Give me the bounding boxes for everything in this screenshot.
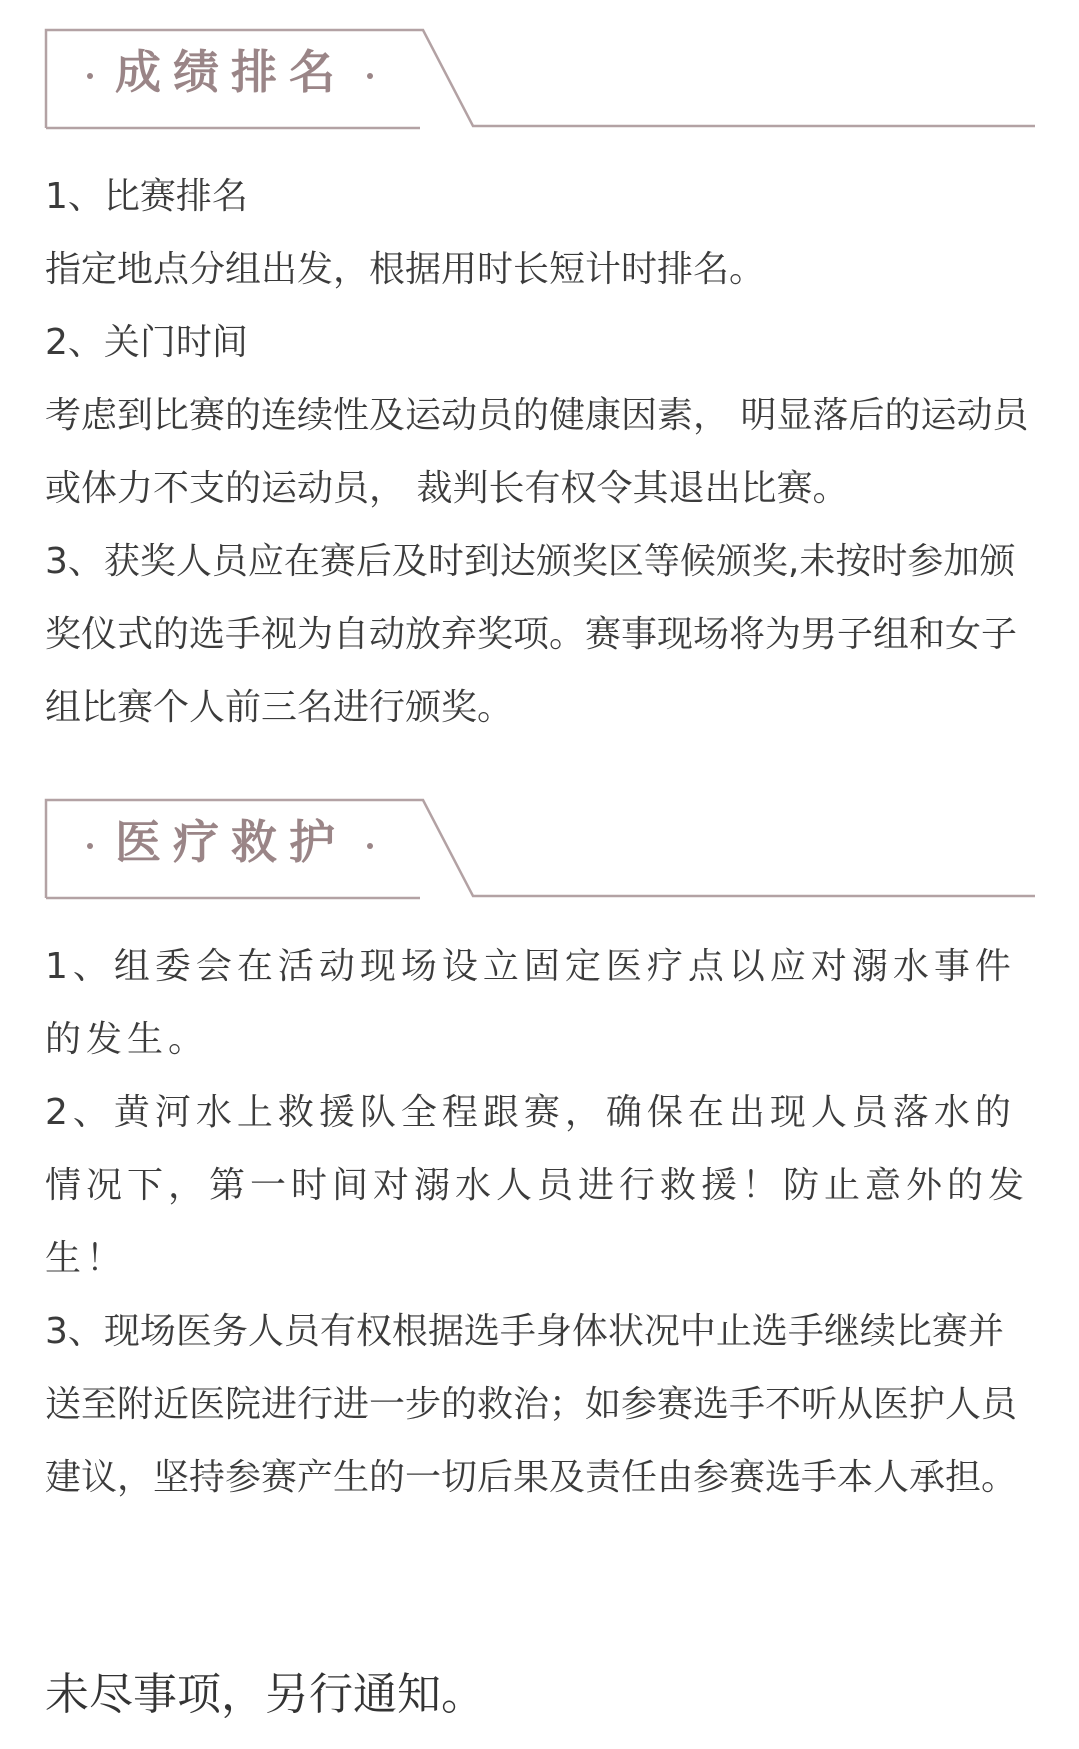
paragraph: 1、比赛排名	[45, 176, 248, 217]
section-title: 成绩排名	[87, 44, 373, 100]
closing-note: 未尽事项，另行通知。	[45, 1669, 485, 1720]
bullet-dot-icon	[87, 73, 93, 79]
paragraph: 3、现场医务人员有权根据选手身体状况中止选手继续比赛并送至附近医院进行进一步的救治；如参赛选手不听从医护人员建议，坚持参赛产生的一切后果及责任由参赛选手本人承担。	[45, 1311, 1018, 1498]
paragraph: 1、组委会在活动现场设立固定医疗点以应对溺水事件的发生。	[45, 946, 1016, 1060]
bullet-dot-icon	[367, 843, 373, 849]
section-title: 医疗救护	[87, 814, 373, 870]
paragraph: 2、黄河水上救援队全程跟赛，确保在出现人员落水的情况下，第一时间对溺水人员进行救援！防止意外的发生！	[45, 1092, 1030, 1279]
paragraph: 考虑到比赛的连续性及运动员的健康因素， 明显落后的运动员或体力不支的运动员， 裁判长有权令其退出比赛。	[45, 395, 1029, 509]
section-header-ranking	[0, 22, 1079, 132]
section-body-medical	[45, 930, 1035, 1514]
bullet-dot-icon	[87, 843, 93, 849]
paragraph: 2、关门时间	[45, 322, 248, 363]
paragraph: 指定地点分组出发，根据用时长短计时排名。	[45, 249, 766, 290]
section-body-ranking	[45, 160, 1035, 744]
paragraph: 3、获奖人员应在赛后及时到达颁奖区等候颁奖,未按时参加颁奖仪式的选手视为自动放弃奖项。赛事现场将为男子组和女子组比赛个人前三名进行颁奖。	[45, 541, 1018, 728]
section-header-medical	[0, 792, 1079, 902]
bullet-dot-icon	[367, 73, 373, 79]
